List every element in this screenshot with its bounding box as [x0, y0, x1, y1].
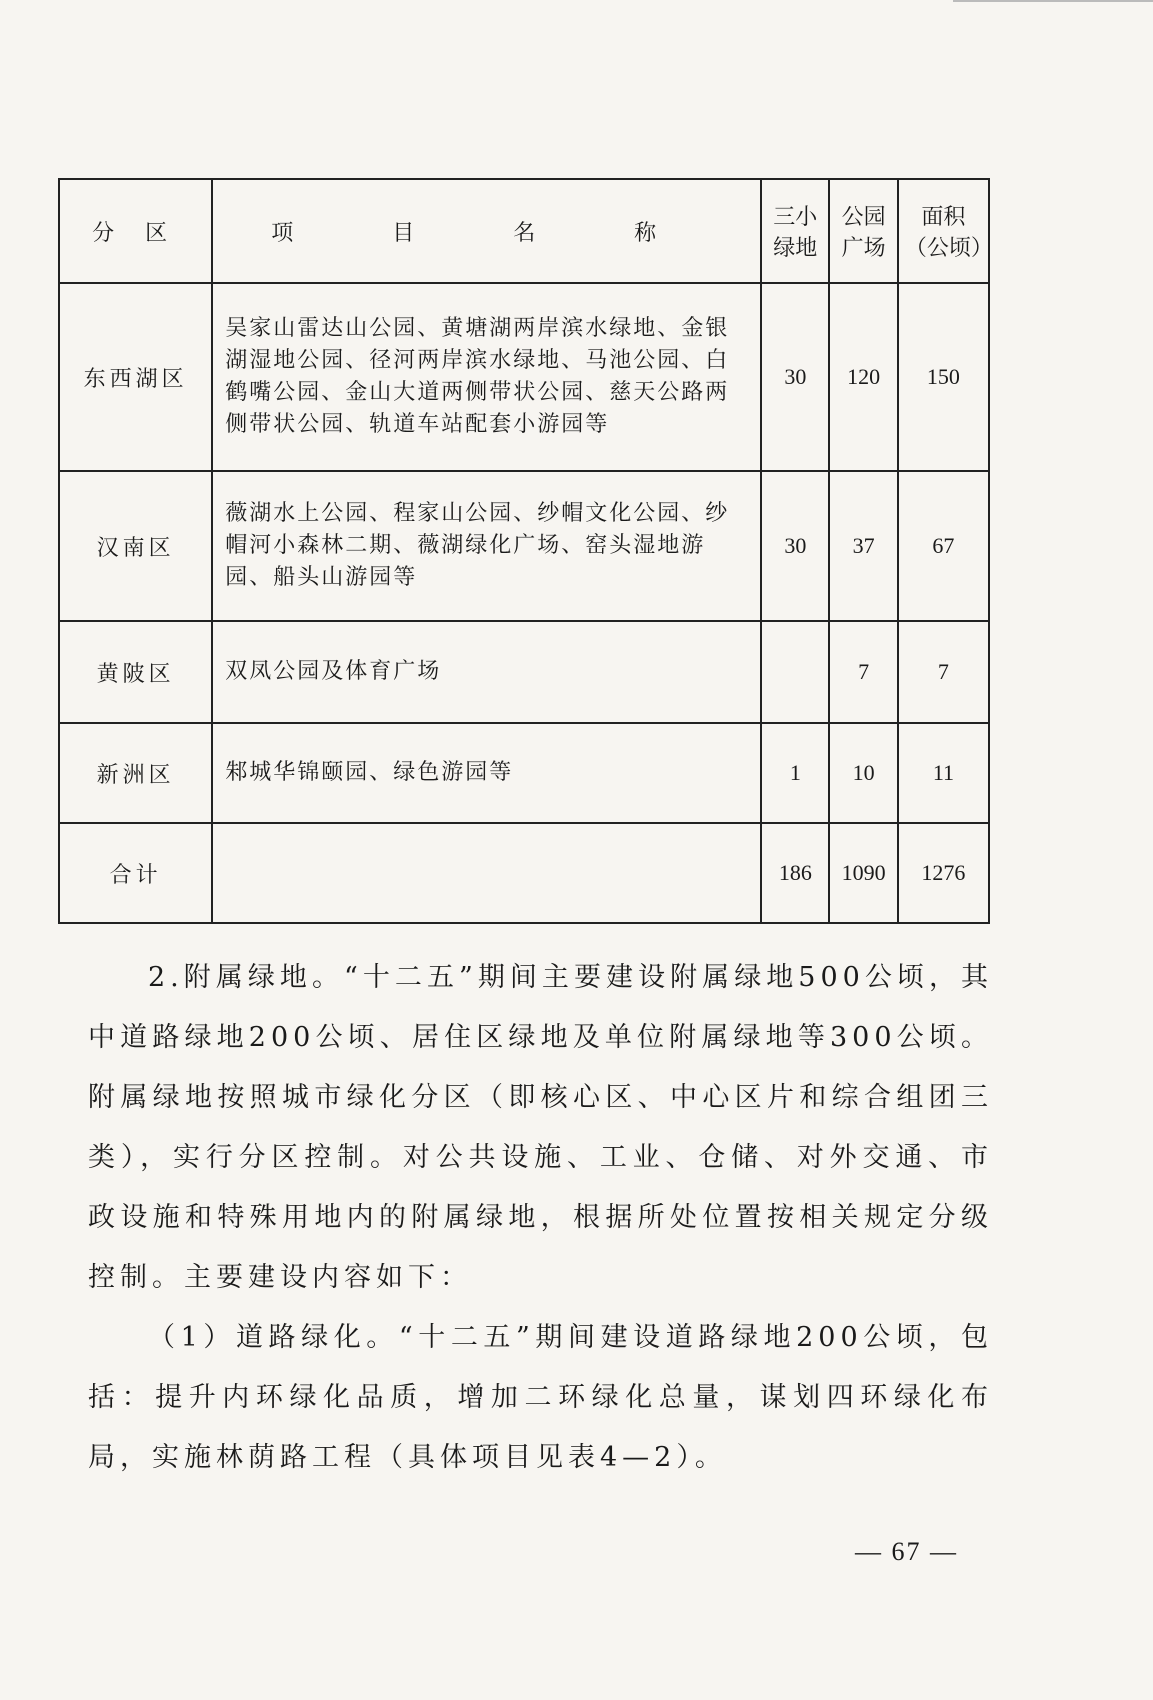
- header-district: 分 区: [59, 179, 212, 283]
- project-names-cell: 双凤公园及体育广场: [212, 621, 761, 723]
- total-label-cell: 合计: [59, 823, 212, 923]
- small-green-cell: 30: [761, 283, 829, 471]
- small-green-cell: [761, 621, 829, 723]
- area-cell: 67: [898, 471, 989, 621]
- project-names-cell: [212, 823, 761, 923]
- small-green-cell: 1: [761, 723, 829, 823]
- small-green-total-cell: 186: [761, 823, 829, 923]
- district-cell: 东西湖区: [59, 283, 212, 471]
- project-names-cell: 邾城华锦颐园、绿色游园等: [212, 723, 761, 823]
- area-cell: 150: [898, 283, 989, 471]
- area-cell: 11: [898, 723, 989, 823]
- paragraph-attached-green: 2.附属绿地。“十二五”期间主要建设附属绿地500公顷，其中道路绿地200公顷、居住区绿地及单位附属绿地等300公顷。附属绿地按照城市绿化分区（即核心区、中心区片和综合组团三类），实行分区控制。对公共设施、工业、仓储、对外交通、市政设施和特殊用地内的附属绿地，根据所处位置按相关规定分级控制。主要建设内容如下：: [88, 962, 993, 1293]
- small-green-cell: 30: [761, 471, 829, 621]
- header-park-square: 公园广场: [829, 179, 897, 283]
- header-project-name: 项 目 名 称: [212, 179, 761, 283]
- park-square-cell: 37: [829, 471, 897, 621]
- park-square-cell: 10: [829, 723, 897, 823]
- table-header-row: [59, 179, 989, 283]
- park-square-cell: 120: [829, 283, 897, 471]
- park-square-total-cell: 1090: [829, 823, 897, 923]
- table-row: [59, 283, 989, 471]
- table-total-row: [59, 823, 989, 923]
- header-small-green: 三小绿地: [761, 179, 829, 283]
- project-names-cell: 吴家山雷达山公园、黄塘湖两岸滨水绿地、金银湖湿地公园、径河两岸滨水绿地、马池公园、白鹤嘴公园、金山大道两侧带状公园、慈天公路两侧带状公园、轨道车站配套小游园等: [212, 283, 761, 471]
- page-edge-line: [953, 0, 1153, 6]
- district-cell: 新洲区: [59, 723, 212, 823]
- header-area: 面积（公顷）: [898, 179, 989, 283]
- body-text: [88, 948, 993, 1488]
- project-names-cell: 薇湖水上公园、程家山公园、纱帽文化公园、纱帽河小森林二期、薇湖绿化广场、窑头湿地游园、船头山游园等: [212, 471, 761, 621]
- area-total-cell: 1276: [898, 823, 989, 923]
- paragraph-road-greening: （1）道路绿化。“十二五”期间建设道路绿地200公顷，包括：提升内环绿化品质，增加二环绿化总量，谋划四环绿化布局，实施林荫路工程（具体项目见表4—2）。: [88, 1322, 993, 1473]
- district-cell: 黄陂区: [59, 621, 212, 723]
- page-number: — 67 —: [855, 1537, 958, 1566]
- park-square-cell: 7: [829, 621, 897, 723]
- green-space-table: [58, 178, 993, 924]
- area-cell: 7: [898, 621, 989, 723]
- table-row: [59, 723, 989, 823]
- district-cell: 汉南区: [59, 471, 212, 621]
- table-row: [59, 471, 989, 621]
- table-row: [59, 621, 989, 723]
